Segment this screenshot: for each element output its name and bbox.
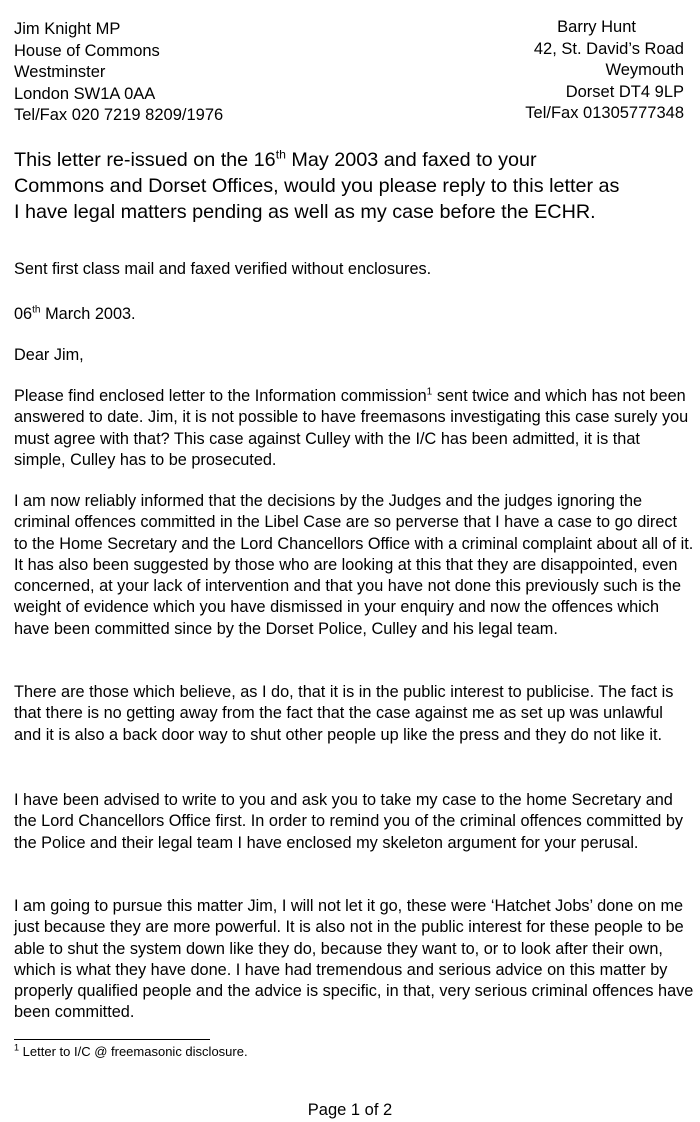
recipient-telfax: Tel/Fax 01305777348 xyxy=(525,104,684,122)
sender-address xyxy=(14,19,223,127)
paragraph-2: I am now reliably informed that the decisions by the Judges and the judges ignoring the criminal offences committed in the Libel Case are so perverse that I have a case to go direct to the Home Secretary and the Lord Chancellors Office with a criminal complaint about all of it. It has also been suggested by those who are looking at this that they are disappointed, even concerned, at your lack of intervention and that you have not done this previously such is the weight of evidence which you have dismissed in your enquiry and now the offences which have been committed since by the Dorset Police, Culley and his legal team. xyxy=(14,492,694,638)
reissue-notice xyxy=(14,147,619,225)
sender-postcode: London SW1A 0AA xyxy=(14,84,156,103)
footnote xyxy=(14,1043,248,1060)
recipient-street: 42, St. David’s Road xyxy=(533,39,684,58)
recipient-town: Weymouth xyxy=(605,61,684,79)
date-rest: March 2003. xyxy=(40,305,136,323)
recipient-address xyxy=(525,17,684,125)
sender-telfax: Tel/Fax 020 7219 8209/1976 xyxy=(14,106,224,124)
notice-line: Commons and Dorset Offices, would you please reply to this letter as xyxy=(14,175,620,197)
footnote-reference: 1 xyxy=(426,386,433,398)
footnote-text: Letter to I/C @ freemasonic disclosure. xyxy=(19,1044,248,1059)
notice-text: This letter re-issued on the 16 xyxy=(14,149,276,171)
notice-text: May 2003 and faxed to your xyxy=(285,149,537,171)
sender-address-line: Westminster xyxy=(14,63,106,81)
paragraph-4: I have been advised to write to you and ask you to take my case to the home Secretary and the Lord Chancellors Office first. In order to remind you of the criminal offences committed by the Police and their legal team I have enclosed my skeleton argument for your perusal. xyxy=(14,791,684,852)
recipient-name: Barry Hunt xyxy=(557,18,636,36)
date-day: 06 xyxy=(14,305,33,323)
delivery-note: Sent first class mail and faxed verified without enclosures. xyxy=(14,260,432,278)
notice-line xyxy=(14,147,619,173)
salutation: Dear Jim, xyxy=(14,346,84,364)
paragraph-5: I am going to pursue this matter Jim, I will not let it go, these were ‘Hatchet Jobs’ done on me just because they are more powerful. It is also not in the public interest for these people to be able to shut the system down like they do, because they want to, or to look after their own, which is what they have done. I have had tremendous and serious advice on this matter by properly qualified people and the advice is specific, in that, very serious criminal offences have been committed. xyxy=(14,897,694,1022)
ordinal-suffix: th xyxy=(275,147,286,162)
sender-address-line: House of Commons xyxy=(14,41,160,60)
page-number: Page 1 of 2 xyxy=(307,1101,393,1119)
notice-line: I have legal matters pending as well as my case before the ECHR. xyxy=(14,201,596,223)
sender-name: Jim Knight MP xyxy=(14,20,121,38)
footnote-divider xyxy=(14,1039,210,1040)
paragraph-3: There are those which believe, as I do, that it is in the public interest to publicise. The fact is that there is no getting away from the fact that the case against me as set up was unlawful and it is also a back door way to shut other people up like the press and they do not like it. xyxy=(14,683,674,744)
footnote-mark: 1 xyxy=(14,1042,20,1053)
ordinal-suffix: th xyxy=(32,304,41,316)
paragraph-text: Please find enclosed letter to the Information commission xyxy=(14,387,427,405)
paragraph-1 xyxy=(14,386,694,471)
paragraph-text: sent twice and which has not been answered to date. Jim, it is not possible to have freemasons investigating this case surely you must agree with that? This case against Culley with the I/C has been admitted, it is that simple, Culley has to be prosecuted. xyxy=(14,387,689,469)
letter-date xyxy=(14,304,694,325)
recipient-postcode: Dorset DT4 9LP xyxy=(565,82,684,101)
